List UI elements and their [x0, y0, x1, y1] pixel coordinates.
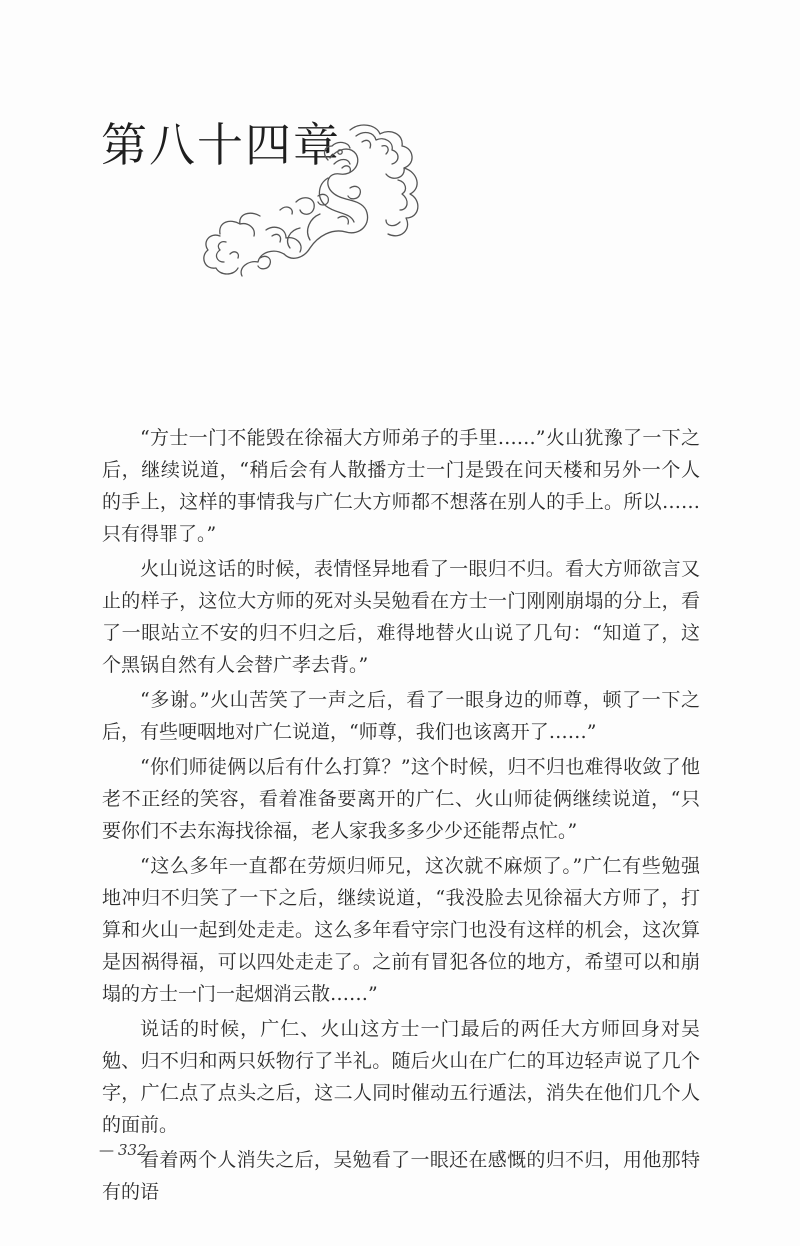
paragraph: “多谢。”火山苦笑了一声之后，看了一眼身边的师尊，顿了一下之后，有些哽咽地对广仁说道，“师尊，我们也该离开了……” — [102, 689, 700, 743]
chapter-title: 第八十四章 — [101, 118, 341, 172]
paragraph: 火山说这话的时候，表情怪异地看了一眼归不归。看大方师欲言又止的样子，这位大方师的死对头吴勉看在方士一门刚刚崩塌的分上，看了一眼站立不安的归不归之后，难得地替火山说了几句：“知道了，这个黑锅自然有人会替广孝去背。” — [102, 558, 700, 676]
page-number-dash: — — [99, 1141, 114, 1159]
page-number: 332 — [118, 1141, 147, 1159]
paragraph: “你们师徒俩以后有什么打算？”这个时候，归不归也难得收敛了他老不正经的笑容，看着准备要离开的广仁、火山师徒俩继续说道，“只要你们不去东海找徐福，老人家我多多少少还能帮点忙。” — [102, 756, 700, 842]
chapter-body — [102, 422, 700, 1211]
paragraph: “这么多年一直都在劳烦归师兄，这次就不麻烦了。”广仁有些勉强地冲归不归笑了一下之后，继续说道，“我没脸去见徐福大方师了，打算和火山一起到处走走。这么多年看守宗门也没有这样的机会，这次算是因祸得福，可以四处走走了。之前有冒犯各位的地方，希望可以和崩塌的方士一门一起烟消云散……” — [102, 855, 700, 1005]
page-number-footer — [99, 1141, 147, 1159]
paragraph: 说话的时候，广仁、火山这方士一门最后的两任大方师回身对吴勉、归不归和两只妖物行了半礼。随后火山在广仁的耳边轻声说了几个字，广仁点了点头之后，这二人同时催动五行遁法，消失在他们几个人的面前。 — [102, 1018, 700, 1136]
cloud-dragon-ornament-icon — [200, 118, 440, 278]
paragraph: 看着两个人消失之后，吴勉看了一眼还在感慨的归不归，用他那特有的语 — [102, 1149, 700, 1203]
paragraph: “方士一门不能毁在徐福大方师弟子的手里……”火山犹豫了一下之后，继续说道，“稍后会有人散播方士一门是毁在问天楼和另外一个人的手上，这样的事情我与广仁大方师都不想落在别人的手上。所以……只有得罪了。” — [102, 427, 700, 545]
